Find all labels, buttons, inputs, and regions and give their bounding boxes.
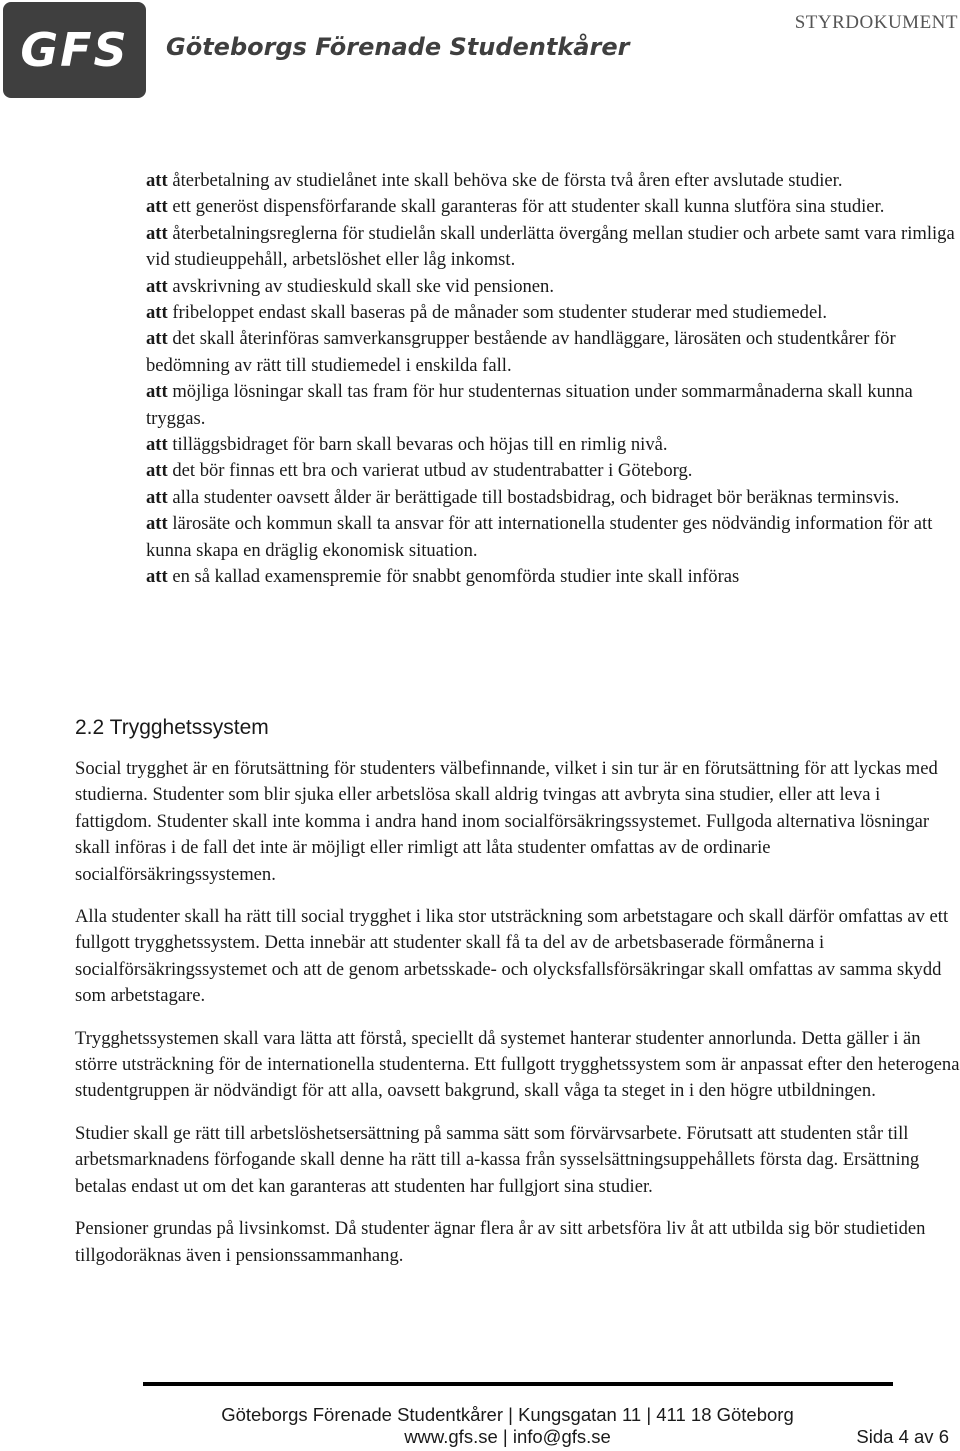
footer-divider xyxy=(143,1382,893,1386)
body-paragraph: Pensioner grundas på livsinkomst. Då studenter ägnar flera år av sitt arbetsföra liv åt att utbilda sig bör studietiden tillgodoräknas även i pensionssammanhang. xyxy=(75,1218,926,1266)
att-clause-text: avskrivning av studieskuld skall ske vid pensionen. xyxy=(167,275,554,297)
att-clause xyxy=(146,168,960,194)
att-keyword: att xyxy=(146,434,168,456)
att-clause-text: fribeloppet endast skall baseras på de månader som studenter studerar med studiemedel. xyxy=(167,302,828,324)
att-keyword: att xyxy=(146,222,168,244)
att-clause xyxy=(146,485,960,511)
att-clause xyxy=(146,379,960,432)
footer-address: Göteborgs Förenade Studentkårer | Kungsgatan 11 | 411 18 Göteborg xyxy=(221,1404,794,1425)
att-clause xyxy=(146,564,960,590)
att-keyword: att xyxy=(146,302,168,324)
att-clause-text: möjliga lösningar skall tas fram för hur studenternas situation under sommarmånaderna skall kunna tryggas. xyxy=(146,381,913,429)
att-keyword: att xyxy=(146,170,168,191)
att-clause-text: lärosäte och kommun skall ta ansvar för att internationella studenter ges nödvändig information för att kunna skapa en dräglig ekonomisk situation. xyxy=(146,513,933,561)
att-clause-list xyxy=(146,168,960,591)
att-clause-text: återbetalningsreglerna för studielån skall underlätta övergång mellan studier och arbete samt vara rimliga vid studieuppehåll, arbetslöshet eller låg inkomst. xyxy=(146,222,955,271)
footer-contact: www.gfs.se | info@gfs.se xyxy=(404,1426,611,1447)
att-clause-text: det skall återinföras samverkansgrupper bestående av handläggare, lärosäten och studentkårer för bedömning av rätt till studiemedel i enskilda fall. xyxy=(146,328,896,376)
att-clause-text: en så kallad examenspremie för snabbt genomförda studier inte skall införas xyxy=(167,566,740,588)
att-keyword: att xyxy=(146,196,168,218)
document-type: STYRDOKUMENT xyxy=(794,12,958,33)
body-paragraph: Trygghetssystemen skall vara lätta att förstå, speciellt då systemet hanterar studenter annorlunda. Detta gäller i än större utsträckning för de internationella studenterna. Ett fullgott trygghetssystem som är anpassat efter den heterogena studentgruppen är nödvändigt för att alla, oavsett bakgrund, skall våga ta steget in i den högre utbildningen. xyxy=(75,1027,960,1102)
att-keyword: att xyxy=(146,275,168,297)
body-paragraph: Alla studenter skall ha rätt till social trygghet i lika stor utsträckning som arbetstagare och skall därför omfattas av ett fullgott trygghetssystem. Detta innebär att studenter skall få ta del av de arbetsbaserade förmånerna i socialförsäkringssystemet och att de genom arbetsskade- och olycksfallsförsäkringar skall omfattas av samma skydd som arbetstagare. xyxy=(75,906,949,1007)
att-keyword: att xyxy=(146,513,168,535)
att-clause xyxy=(146,458,960,484)
att-keyword: att xyxy=(146,566,168,588)
att-clause-text: ett generöst dispensförfarande skall garanteras för att studenter skall kunna slutföra sina studier. xyxy=(167,196,885,218)
gfs-logo xyxy=(3,2,146,98)
att-clause-text: tilläggsbidraget för barn skall bevaras och höjas till en rimlig nivå. xyxy=(167,434,668,456)
att-clause xyxy=(146,432,960,458)
att-clause-text: alla studenter oavsett ålder är berättigade till bostadsbidrag, och bidraget bör beräknas terminsvis. xyxy=(167,486,900,508)
att-keyword: att xyxy=(146,460,168,482)
att-clause xyxy=(146,221,960,274)
body-paragraph: Studier skall ge rätt till arbetslöshetsersättning på samma sätt som förvärvsarbete. Förutsatt att studenten står till arbetsmarknadens förfogande skall denne ha rätt till a-kassa från sysselsättningsuppehållets första dag. Ersättning betalas endast ut om det kan garanteras att studenten har fullgjort sina studier. xyxy=(75,1122,920,1197)
page-number: Sida 4 av 6 xyxy=(856,1426,949,1447)
section-body xyxy=(75,756,960,1285)
att-keyword: att xyxy=(146,486,168,508)
att-clause xyxy=(146,194,960,220)
att-clause xyxy=(146,300,960,326)
att-clause-text: återbetalning av studielånet inte skall behöva ske de första två åren efter avslutade studier. xyxy=(167,170,843,191)
body-paragraph: Social trygghet är en förutsättning för studenters välbefinnande, vilket i sin tur är en förutsättning för att lyckas med studierna. Studenter som blir sjuka eller arbetslösa skall aldrig tvingas att avbryta sina studier, eller att leva i fattigdom. Studenter skall inte komma i andra hand inom socialförsäkringssystemet. Fullgoda alternativa lösningar skall införas i de fall det inte är möjligt eller rimligt att låta studenter omfattas av de ordinarie socialförsäkringssystemen. xyxy=(75,758,938,885)
section-heading: 2.2 Trygghetssystem xyxy=(75,716,269,739)
att-clause xyxy=(146,326,960,379)
att-keyword: att xyxy=(146,381,168,403)
att-clause xyxy=(146,274,960,300)
page-header xyxy=(0,0,960,110)
att-clause xyxy=(146,511,960,564)
att-clause-text: det bör finnas ett bra och varierat utbud av studentrabatter i Göteborg. xyxy=(167,460,693,482)
att-keyword: att xyxy=(146,328,168,350)
logo-text: GFS xyxy=(20,23,129,77)
organization-name: Göteborgs Förenade Studentkårer xyxy=(166,33,630,61)
